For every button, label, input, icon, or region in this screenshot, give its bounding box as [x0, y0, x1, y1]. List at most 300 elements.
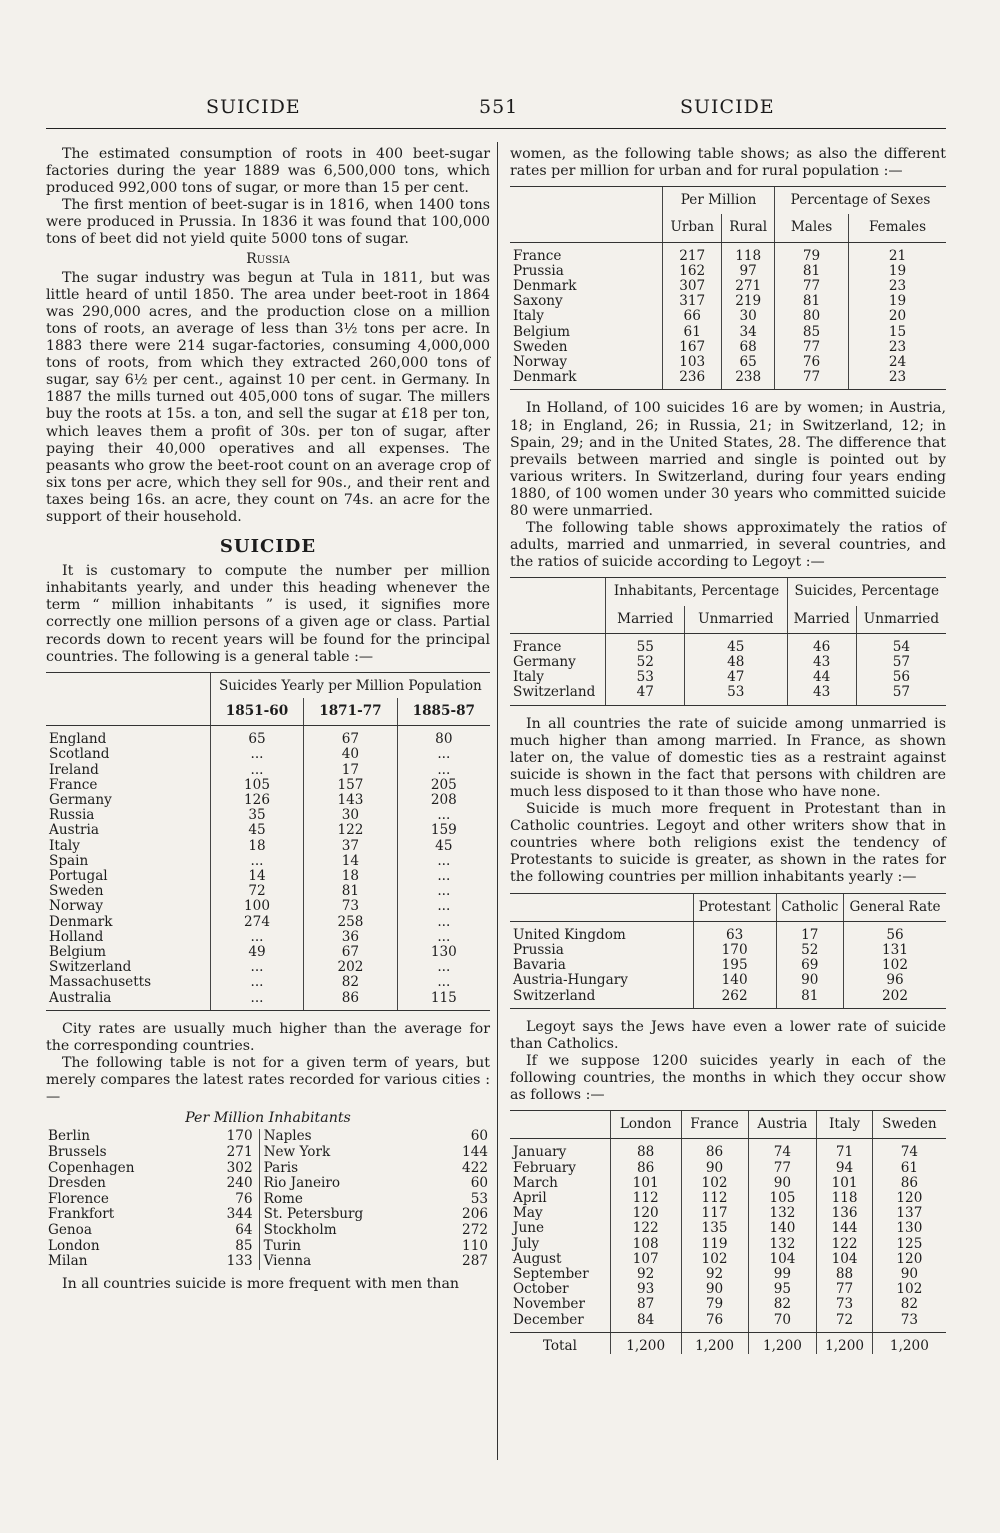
table-cell: 77	[775, 340, 849, 355]
table-cell: 92	[610, 1267, 681, 1282]
table-cell: 94	[817, 1161, 872, 1176]
header-rule	[46, 128, 946, 129]
table-cell: 23	[849, 279, 946, 294]
table-cell: 17	[304, 763, 397, 778]
table-cell: 67	[304, 945, 397, 960]
table-cell: 20	[849, 309, 946, 324]
row-label: Russia	[49, 807, 95, 824]
table-cell: 126	[210, 793, 303, 808]
table-cell: 77	[748, 1161, 817, 1176]
column-header: Catholic	[776, 893, 843, 921]
city-name: Dresden	[48, 1175, 106, 1192]
city-rate: 60	[470, 1175, 488, 1192]
table-cell: 40	[304, 747, 397, 762]
table-cell: 53	[606, 670, 685, 685]
city-name: Naples	[259, 1129, 410, 1145]
table-cell: 238	[722, 370, 775, 390]
city-name: Milan	[48, 1253, 88, 1270]
table-cell: 102	[681, 1252, 748, 1267]
city-rate: 206	[462, 1206, 488, 1223]
total-cell: 1,200	[610, 1332, 681, 1354]
row-label: January	[513, 1144, 567, 1161]
table-cell: 15	[849, 325, 946, 340]
table-row	[510, 633, 946, 655]
city-rate: 271	[226, 1143, 253, 1160]
table-cell: 115	[397, 991, 490, 1011]
table-row	[46, 747, 490, 762]
city-row	[46, 1192, 490, 1208]
table-cell: 258	[304, 915, 397, 930]
table-row	[46, 899, 490, 914]
column-header: Unmarried	[856, 606, 946, 634]
city-name: Florence	[48, 1190, 109, 1207]
row-label: Ireland	[49, 761, 99, 778]
table-row	[510, 340, 946, 355]
city-rate: 53	[470, 1190, 488, 1207]
table-cell: 45	[397, 839, 490, 854]
table-cell: 47	[685, 670, 788, 685]
table-cell: 34	[722, 325, 775, 340]
table-cell: 125	[872, 1237, 946, 1252]
table-row	[46, 778, 490, 793]
row-label: December	[510, 1313, 610, 1333]
table-cell: 90	[776, 973, 843, 988]
column-header: Married	[787, 606, 856, 634]
table-cell: ...	[397, 915, 490, 930]
column-header: 1851-60	[210, 698, 303, 726]
table-row	[510, 279, 946, 294]
table-cell: 35	[210, 808, 303, 823]
row-label: July	[513, 1235, 540, 1252]
table-cell: 88	[817, 1267, 872, 1282]
row-label: Norway	[49, 898, 103, 915]
table-cell: 130	[872, 1221, 946, 1236]
row-label: Belgium	[513, 323, 571, 340]
column-header: Married	[606, 606, 685, 634]
table-cell: 118	[817, 1191, 872, 1206]
city-name: Frankfort	[48, 1206, 115, 1223]
table-cell: 136	[817, 1206, 872, 1221]
column-header: Urban	[663, 214, 722, 242]
row-label: Italy	[513, 308, 544, 325]
table-row	[510, 1206, 946, 1221]
table-cell: ...	[397, 930, 490, 945]
table-cell: 82	[748, 1297, 817, 1312]
row-label: Denmark	[49, 913, 113, 930]
row-label: Denmark	[513, 278, 577, 294]
table-cell: 112	[610, 1191, 681, 1206]
table-cell: 140	[693, 973, 776, 988]
table-cell: 100	[210, 899, 303, 914]
city-rate: 287	[462, 1253, 488, 1270]
table-cell: 52	[606, 655, 685, 670]
city-name: Brussels	[48, 1143, 107, 1160]
table-cell: 86	[304, 991, 397, 1011]
row-label: Scotland	[49, 746, 110, 763]
table-cell: 61	[872, 1161, 946, 1176]
row-label: Switzerland	[510, 685, 606, 705]
table-cell: 219	[722, 294, 775, 309]
table-cell: 104	[748, 1252, 817, 1267]
section-heading-suicide: SUICIDE	[219, 536, 317, 558]
table-cell: 262	[693, 989, 776, 1009]
table-row	[510, 1221, 946, 1236]
table-cell: 76	[681, 1313, 748, 1333]
row-label: November	[513, 1296, 585, 1313]
table-cell: 19	[849, 264, 946, 279]
table-group-header: Suicides Yearly per Million Population	[210, 672, 490, 698]
column-header: Protestant	[693, 893, 776, 921]
table-cell: 24	[849, 355, 946, 370]
table-row	[510, 1297, 946, 1312]
running-header-right: SUICIDE	[680, 96, 775, 118]
table-row	[46, 884, 490, 899]
row-label: Switzerland	[510, 989, 693, 1009]
table-cell: 21	[849, 242, 946, 264]
table-cell: 271	[722, 279, 775, 294]
city-rates-table	[46, 1129, 490, 1269]
table-cell: 90	[872, 1267, 946, 1282]
table-cell: 143	[304, 793, 397, 808]
table-cell: 86	[681, 1139, 748, 1161]
row-label: Belgium	[49, 943, 107, 960]
row-label: Italy	[49, 837, 80, 854]
row-label: Sweden	[49, 883, 104, 900]
table-cell: 274	[210, 915, 303, 930]
table-cell: 107	[610, 1252, 681, 1267]
table-cell: 47	[606, 685, 685, 705]
row-label: Norway	[513, 354, 567, 371]
right-column	[510, 146, 946, 1364]
row-label: Germany	[513, 653, 576, 670]
table-row	[510, 655, 946, 670]
table-cell: 217	[663, 242, 722, 264]
city-row	[46, 1239, 490, 1255]
page-number: 551	[479, 96, 519, 118]
city-rate: 170	[226, 1128, 253, 1145]
table-cell: 132	[748, 1206, 817, 1221]
city-name: Stockholm	[259, 1223, 410, 1239]
table-cell: ...	[397, 899, 490, 914]
total-cell: 1,200	[748, 1332, 817, 1354]
table-cell: 137	[872, 1206, 946, 1221]
city-rate: 76	[235, 1190, 253, 1207]
row-label: Germany	[49, 791, 112, 808]
table-cell: 81	[304, 884, 397, 899]
table-cell: 105	[210, 778, 303, 793]
row-label: Austria-Hungary	[513, 972, 628, 989]
table-row	[46, 915, 490, 930]
table-cell: 70	[748, 1313, 817, 1333]
table-cell: 157	[304, 778, 397, 793]
table-cell: 72	[210, 884, 303, 899]
table-row	[510, 325, 946, 340]
table-cell: 43	[787, 655, 856, 670]
table-row	[510, 1252, 946, 1267]
table-cell: 77	[775, 279, 849, 294]
urban-rural-table	[510, 186, 946, 390]
table-row	[510, 958, 946, 973]
table-cell: 45	[685, 633, 788, 655]
table-cell: 118	[722, 242, 775, 264]
table-cell: ...	[210, 930, 303, 945]
table-cell: 74	[748, 1139, 817, 1161]
table-row	[510, 370, 946, 390]
paragraph: In all countries suicide is more frequent with men than	[62, 1275, 460, 1292]
row-label: October	[513, 1281, 569, 1298]
section-heading-russia: Russia	[246, 250, 290, 267]
table-group-header: Per Million	[663, 187, 775, 215]
table-cell: 202	[844, 989, 946, 1009]
table-cell: 80	[775, 309, 849, 324]
city-rate: 272	[462, 1221, 488, 1238]
city-rate: 64	[235, 1221, 253, 1238]
table-cell: ...	[210, 763, 303, 778]
table-cell: 102	[844, 958, 946, 973]
row-label: Australia	[46, 991, 210, 1011]
table-cell: 170	[693, 943, 776, 958]
row-label: March	[513, 1174, 558, 1191]
paragraph: The following table shows approximately the ratios of adults, married and unmarried, in several countries, and the ratios of suicide according to Legoyt :—	[510, 520, 946, 571]
table-row	[46, 960, 490, 975]
table-row	[46, 991, 490, 1011]
table-cell: 77	[775, 370, 849, 390]
table-cell: 96	[844, 973, 946, 988]
table-cell: ...	[397, 975, 490, 990]
table-cell: 195	[693, 958, 776, 973]
table-cell: 132	[748, 1237, 817, 1252]
general-suicide-table	[46, 672, 490, 1011]
city-row	[46, 1207, 490, 1223]
table-cell: 30	[722, 309, 775, 324]
row-label: Italy	[513, 669, 544, 686]
table-row	[46, 823, 490, 838]
city-row	[46, 1223, 490, 1239]
city-row	[46, 1129, 490, 1145]
paragraph: It is customary to compute the number per million inhabitants yearly, and under this heading whenever the term “ million inhabitants ” is used, it signifies more correctly one million persons of a given age or class. Partial records down to recent years will be found for the principal countries. The following is a general table :—	[46, 563, 490, 665]
row-label: Switzerland	[49, 959, 132, 976]
table-cell: ...	[210, 747, 303, 762]
table-cell: 93	[610, 1282, 681, 1297]
table-cell: 122	[817, 1237, 872, 1252]
table-cell: 140	[748, 1221, 817, 1236]
paragraph: The estimated consumption of roots in 400 beet-sugar factories during the year 1889 was 6,500,000 tons, which produced 992,000 tons of sugar, or more than 15 per cent.	[46, 146, 490, 197]
city-rate: 133	[226, 1253, 253, 1270]
table-row	[510, 294, 946, 309]
table-cell: 88	[610, 1139, 681, 1161]
table-cell: 122	[610, 1221, 681, 1236]
table-cell: 202	[304, 960, 397, 975]
total-cell: 1,200	[681, 1332, 748, 1354]
paragraph: In all countries the rate of suicide among unmarried is much higher than among married. In France, as shown later on, the value of domestic ties as a restraint against suicide is shown in the fact that persons with children are much less disposed to it than those who have none.	[510, 715, 946, 800]
table-row	[46, 975, 490, 990]
table-row	[510, 1282, 946, 1297]
row-label: Prussia	[513, 262, 564, 279]
table-cell: 119	[681, 1237, 748, 1252]
table-cell: 112	[681, 1191, 748, 1206]
table-cell: 81	[775, 294, 849, 309]
table-cell: ...	[210, 975, 303, 990]
table-cell: 79	[775, 242, 849, 264]
city-rate: 422	[462, 1159, 488, 1176]
row-label: Bavaria	[513, 957, 566, 974]
table-row	[510, 1161, 946, 1176]
total-label: Total	[510, 1332, 610, 1354]
table-cell: 81	[776, 989, 843, 1009]
table-cell: 54	[856, 633, 946, 655]
city-rate: 344	[226, 1206, 253, 1223]
table-cell: 102	[681, 1176, 748, 1191]
table-row	[510, 1267, 946, 1282]
column-header: Sweden	[872, 1111, 946, 1139]
row-label: France	[49, 776, 98, 793]
table-cell: 57	[856, 685, 946, 705]
column-header: General Rate	[844, 893, 946, 921]
table-row	[510, 242, 946, 264]
column-header: Rural	[722, 214, 775, 242]
column-header: Unmarried	[685, 606, 788, 634]
paragraph: Suicide is much more frequent in Protestant than in Catholic countries. Legoyt and other writers show that in countries where both religions exist the tendency of Protestants to suicide is greater, as shown in the rates for the following countries per million inhabitants yearly :—	[510, 801, 946, 886]
city-name: Vienna	[259, 1254, 410, 1270]
table-cell: 167	[663, 340, 722, 355]
row-label: France	[513, 247, 562, 264]
table-row	[46, 869, 490, 884]
row-label: England	[49, 731, 107, 748]
city-name: Rio Janeiro	[259, 1176, 410, 1192]
table-cell: 23	[849, 370, 946, 390]
monthly-table	[510, 1110, 946, 1354]
city-row	[46, 1254, 490, 1270]
table-cell: 85	[775, 325, 849, 340]
table-row	[510, 309, 946, 324]
table-cell: 102	[872, 1282, 946, 1297]
table-cell: 90	[681, 1282, 748, 1297]
table-cell: 120	[872, 1191, 946, 1206]
table-cell: ...	[397, 763, 490, 778]
row-label: Spain	[49, 852, 89, 869]
table-cell: 84	[610, 1313, 681, 1333]
table-cell: ...	[397, 869, 490, 884]
table-cell: 82	[872, 1297, 946, 1312]
table-cell: 61	[663, 325, 722, 340]
table-cell: ...	[397, 884, 490, 899]
table-cell: 67	[304, 726, 397, 748]
city-table-title: Per Million Inhabitants	[185, 1110, 351, 1127]
table-cell: 79	[681, 1297, 748, 1312]
table-cell: 18	[304, 869, 397, 884]
table-row	[46, 839, 490, 854]
row-label: Austria	[49, 822, 99, 839]
table-cell: 46	[787, 633, 856, 655]
table-cell: 45	[210, 823, 303, 838]
city-rate: 85	[235, 1237, 253, 1254]
table-cell: 57	[856, 655, 946, 670]
column-header: 1885-87	[397, 698, 490, 726]
row-label: June	[513, 1220, 545, 1237]
table-cell: 92	[681, 1267, 748, 1282]
city-rate: 60	[470, 1128, 488, 1145]
city-rate: 144	[462, 1143, 488, 1160]
table-cell: 56	[844, 921, 946, 943]
paragraph: The following table is not for a given term of years, but merely compares the latest rates recorded for various cities :—	[46, 1054, 490, 1106]
table-cell: 76	[775, 355, 849, 370]
table-cell: 307	[663, 279, 722, 294]
table-row	[510, 1237, 946, 1252]
table-row	[510, 1191, 946, 1206]
table-row	[510, 685, 946, 705]
city-rate: 110	[462, 1237, 488, 1254]
table-cell: ...	[397, 960, 490, 975]
row-label: France	[513, 638, 562, 655]
table-cell: 101	[610, 1176, 681, 1191]
row-label: Denmark	[510, 370, 663, 390]
table-cell: 90	[681, 1161, 748, 1176]
column-header: Italy	[817, 1111, 872, 1139]
table-cell: 103	[663, 355, 722, 370]
column-header: 1871-77	[304, 698, 397, 726]
table-row	[510, 943, 946, 958]
column-header: Females	[849, 214, 946, 242]
table-cell: 317	[663, 294, 722, 309]
table-row	[510, 989, 946, 1009]
table-row	[46, 854, 490, 869]
paragraph: In Holland, of 100 suicides 16 are by women; in Austria, 18; in England, 26; in Russia, 21; in Switzerland, 12; in Spain, 29; and in the United States, 28. The difference that prevails between married and single is pointed out by various writers. In Switzerland, during four years ending 1880, of 100 women under 30 years who committed suicide 80 were unmarried.	[510, 400, 946, 519]
table-cell: 120	[872, 1252, 946, 1267]
paragraph: If we suppose 1200 suicides yearly in each of the following countries, the months in which they occur show as follows :—	[510, 1052, 946, 1104]
table-cell: 14	[210, 869, 303, 884]
table-cell: 81	[775, 264, 849, 279]
row-label: May	[513, 1205, 543, 1222]
table-row	[510, 264, 946, 279]
total-cell: 1,200	[817, 1332, 872, 1354]
table-cell: 86	[610, 1161, 681, 1176]
table-cell: 65	[722, 355, 775, 370]
city-name: Copenhagen	[48, 1159, 135, 1176]
city-name: Turin	[259, 1239, 410, 1255]
table-cell: 162	[663, 264, 722, 279]
city-row	[46, 1176, 490, 1192]
table-cell: 73	[872, 1313, 946, 1333]
table-cell: 69	[776, 958, 843, 973]
left-column	[46, 146, 490, 1293]
table-cell: 97	[722, 264, 775, 279]
table-cell: 17	[776, 921, 843, 943]
religion-table	[510, 893, 946, 1009]
table-row	[510, 355, 946, 370]
row-label: September	[513, 1266, 589, 1283]
table-cell: 99	[748, 1267, 817, 1282]
table-cell: 56	[856, 670, 946, 685]
table-cell: 159	[397, 823, 490, 838]
table-cell: 19	[849, 294, 946, 309]
table-cell: 18	[210, 839, 303, 854]
table-row	[46, 930, 490, 945]
table-group-header: Percentage of Sexes	[775, 187, 946, 215]
city-rate: 302	[226, 1159, 253, 1176]
column-divider	[497, 142, 498, 1460]
row-label: April	[513, 1190, 547, 1207]
table-row	[46, 793, 490, 808]
table-row	[46, 945, 490, 960]
column-header: Males	[775, 214, 849, 242]
paragraph: The first mention of beet-sugar is in 1816, when 1400 tons were produced in Prussia. In 1836 it was found that 100,000 tons of beet did not yield quite 5000 tons of sugar.	[46, 197, 490, 248]
row-label: February	[513, 1159, 576, 1176]
column-header: France	[681, 1111, 748, 1139]
table-cell: 53	[685, 685, 788, 705]
table-cell: 36	[304, 930, 397, 945]
column-header: Austria	[748, 1111, 817, 1139]
table-cell: 77	[817, 1282, 872, 1297]
